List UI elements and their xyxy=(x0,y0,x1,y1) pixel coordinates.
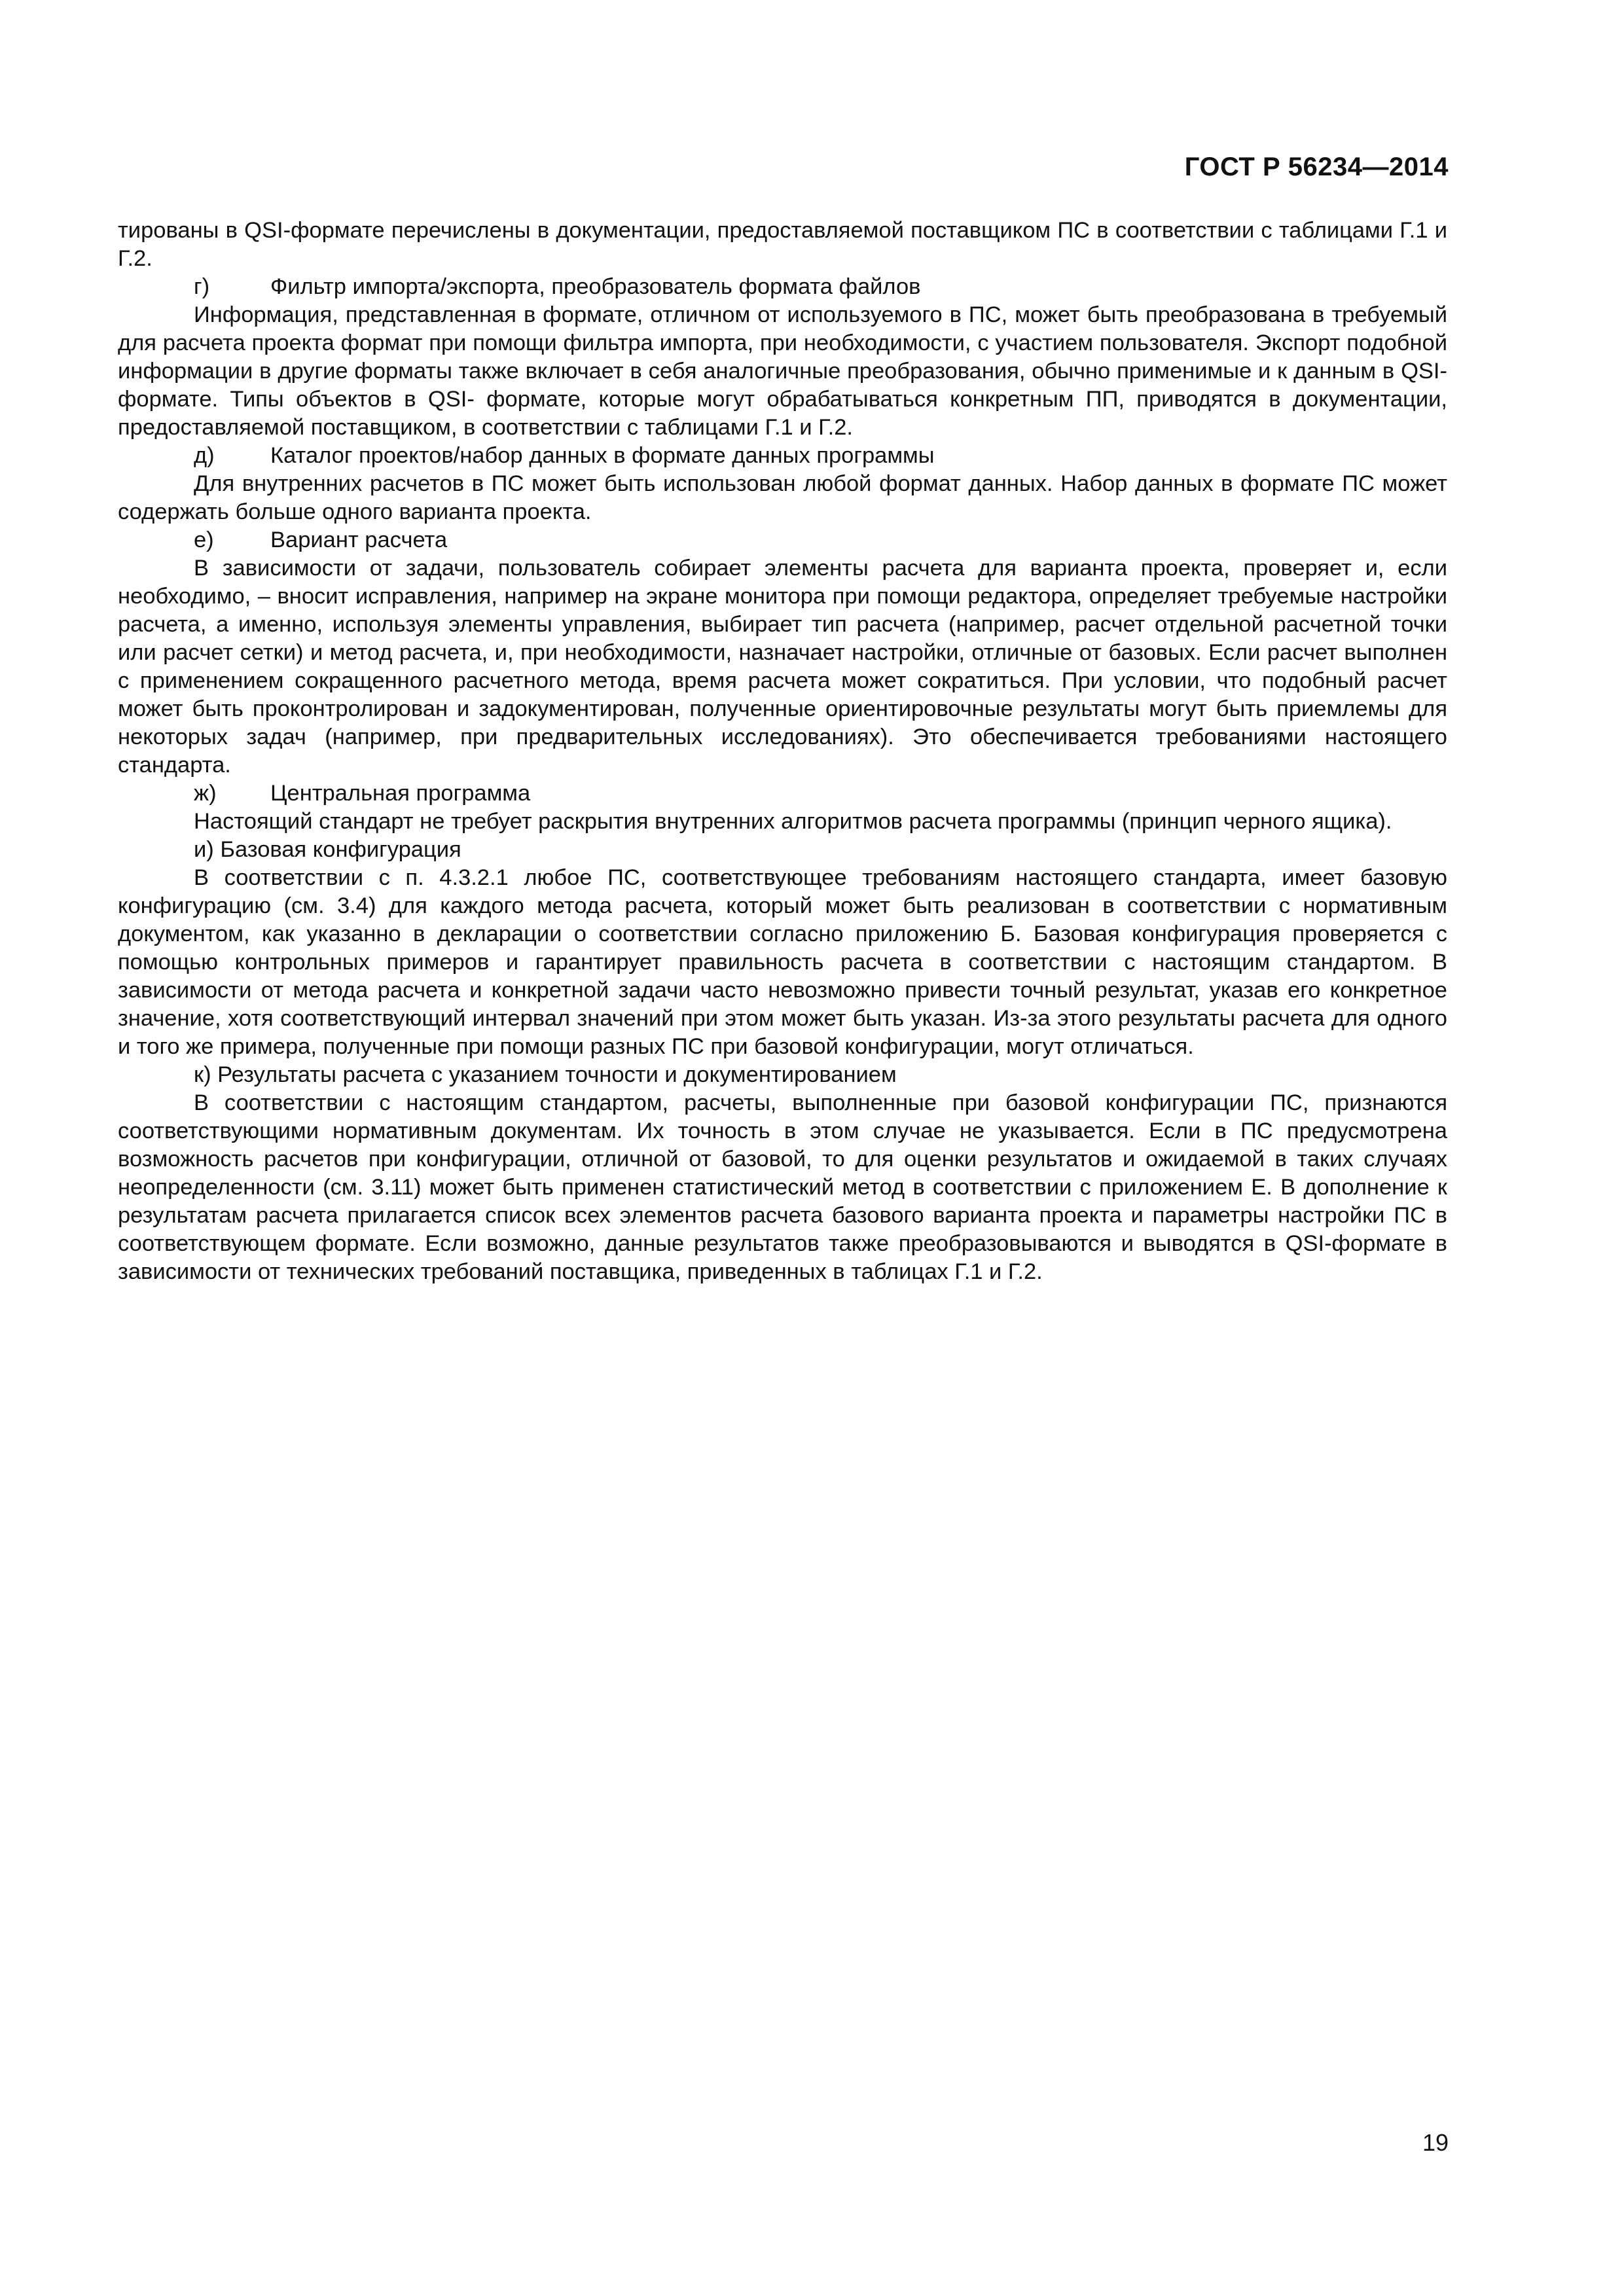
standard-code-header: ГОСТ Р 56234—2014 xyxy=(1184,152,1449,181)
list-item-heading: Фильтр импорта/экспорта, преобразователь формата файлов xyxy=(270,274,921,299)
paragraph: Информация, представленная в формате, отличном от используемого в ПС, может быть преобразована в требуемый для расчета проекта формат при помощи фильтра импорта, при необходимости, с участием пользователя. Экспорт подобной информации в другие форматы также включает в себя аналогичные преобразования, обычно применимые и к данным в QSI-формате. Типы объектов в QSI- формате, которые могут обрабатываться конкретным ПП, приводятся в документации, предоставляемой поставщиком, в соответствии с таблицами Г.1 и Г.2. xyxy=(118,302,1447,440)
paragraph: В зависимости от задачи, пользователь собирает элементы расчета для варианта проекта, проверяет и, если необходимо, – вносит исправления, например на экране монитора при помощи редактора, определяет требуемые настройки расчета, а именно, используя элементы управления, выбирает тип расчета (например, расчет отдельной расчетной точки или расчет сетки) и метод расчета, и, при необходимости, назначает настройки, отличные от базовых. Если расчет выполнен с применением сокращенного расчетного метода, время расчета может сократиться. При условии, что подобный расчет может быть проконтролирован и задокументирован, полученные ориентировочные результаты могут быть приемлемы для некоторых задач (например, при предварительных исследованиях). Это обеспечивается требованиями настоящего стандарта. xyxy=(118,556,1447,778)
list-item-marker: ж) xyxy=(194,781,217,806)
list-item-marker: е) xyxy=(194,528,214,552)
list-item-marker: г) xyxy=(194,274,210,299)
paragraph: и) Базовая конфигурация xyxy=(194,837,461,862)
page-number: 19 xyxy=(1422,2129,1449,2156)
paragraph: Для внутренних расчетов в ПС может быть использован любой формат данных. Набор данных в формате ПС может содержать больше одного варианта проекта. xyxy=(118,471,1447,524)
list-item-heading: Каталог проектов/набор данных в формате данных программы xyxy=(270,443,935,468)
list-item xyxy=(118,780,1447,808)
document-body xyxy=(118,217,1447,1286)
list-item xyxy=(118,273,1447,301)
paragraph: Настоящий стандарт не требует раскрытия внутренних алгоритмов расчета программы (принцип черного ящика). xyxy=(194,809,1392,834)
list-item-heading: Центральная программа xyxy=(270,781,531,806)
list-item-marker: д) xyxy=(194,443,215,468)
list-item xyxy=(118,442,1447,470)
paragraph: В соответствии с п. 4.3.2.1 любое ПС, соответствующее требованиям настоящего стандарта, имеет базовую конфигурацию (см. 3.4) для каждого метода расчета, который может быть реализован в соответствии с нормативным документом, как указанно в декларации о соответствии согласно приложению Б. Базовая конфигурация проверяется с помощью контрольных примеров и гарантирует правильность расчета в соответствии с настоящим стандартом. В зависимости от метода расчета и конкретной задачи часто невозможно привести точный результат, указав его конкретное значение, хотя соответствующий интервал значений при этом может быть указан. Из-за этого результаты расчета для одного и того же примера, полученные при помощи разных ПС при базовой конфигурации, могут отличаться. xyxy=(118,865,1447,1059)
paragraph: к) Результаты расчета с указанием точности и документированием xyxy=(194,1062,897,1087)
paragraph: В соответствии с настоящим стандартом, расчеты, выполненные при базовой конфигурации ПС, признаются соответствующими нормативным документам. Их точность в этом случае не указывается. Если в ПС предусмотрена возможность расчетов при конфигурации, отличной от базовой, то для оценки результатов и ожидаемой в таких случаях неопределенности (см. 3.11) может быть применен статистический метод в соответствии с приложением Е. В дополнение к результатам расчета прилагается список всех элементов расчета базового варианта проекта и параметры настройки ПС в соответствующем формате. Если возможно, данные результатов также преобразовываются и выводятся в QSI-формате в зависимости от технических требований поставщика, приведенных в таблицах Г.1 и Г.2. xyxy=(118,1090,1447,1284)
list-item xyxy=(118,526,1447,554)
paragraph: тированы в QSI-формате перечислены в документации, предоставляемой поставщиком ПС в соответствии с таблицами Г.1 и Г.2. xyxy=(118,218,1447,271)
list-item-heading: Вариант расчета xyxy=(270,528,448,552)
